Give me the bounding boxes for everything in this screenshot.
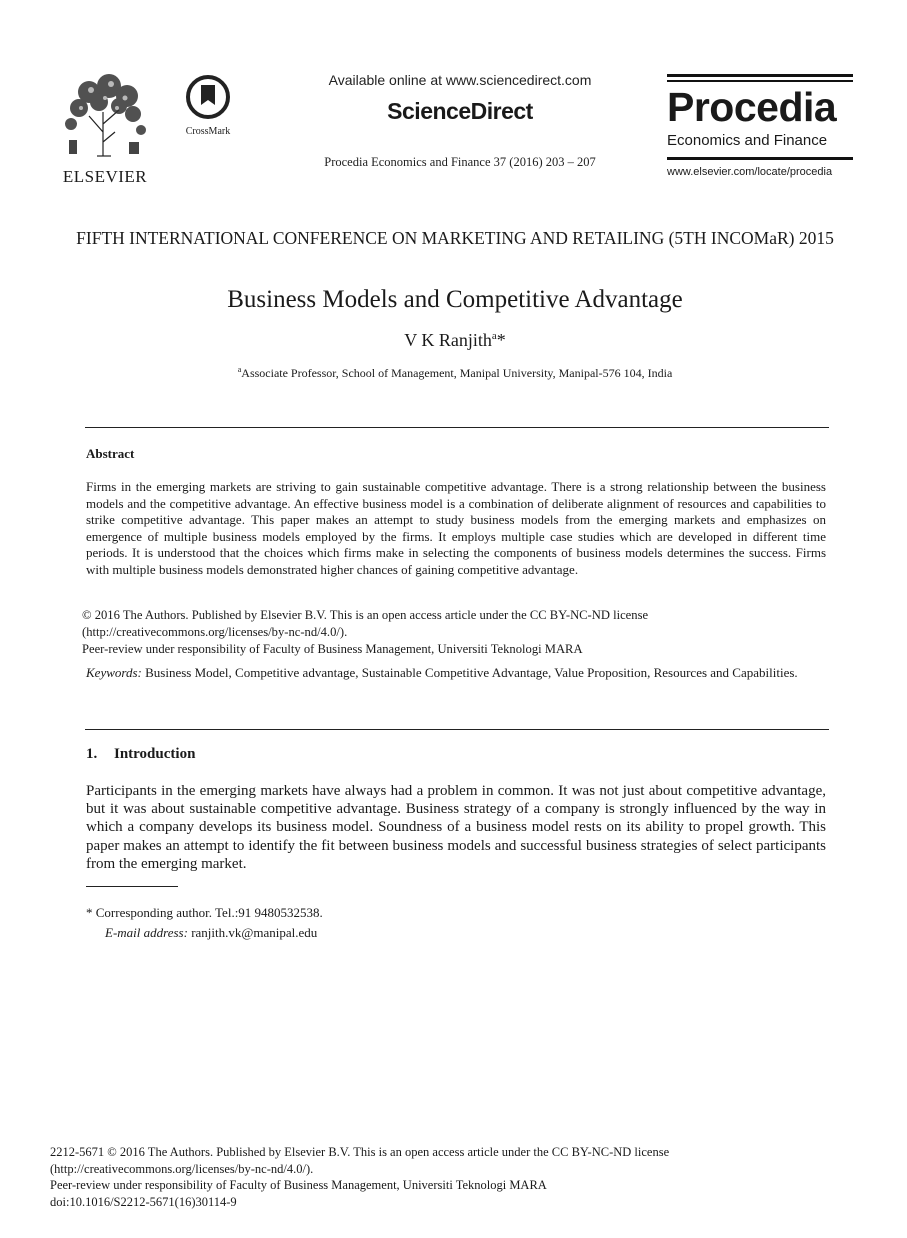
keywords-label: Keywords: <box>86 665 142 680</box>
corresponding-author-note: * Corresponding author. Tel.:91 9480532538. <box>86 905 323 920</box>
brand-rule-bottom <box>667 157 853 160</box>
elsevier-tree-icon <box>59 72 151 158</box>
procedia-subtitle: Economics and Finance <box>667 131 828 149</box>
keywords <box>86 664 826 681</box>
peer-review-line: Peer-review under responsibility of Faculty of Business Management, Universiti Teknologi MARA <box>82 641 583 656</box>
keywords-text: Business Model, Competitive advantage, Sustainable Competitive Advantage, Value Proposition, Resources and Capabilities. <box>145 665 798 680</box>
footnote-rule <box>86 886 178 887</box>
introduction-heading <box>86 746 195 763</box>
crossmark-label: CrossMark <box>185 126 231 137</box>
license-url[interactable]: (http://creativecommons.org/licenses/by-nc-nd/4.0/). <box>82 624 348 639</box>
sciencedirect-logo: ScienceDirect <box>387 98 533 124</box>
section-number: 1. <box>86 746 98 762</box>
affiliation-text: Associate Professor, School of Management, Manipal University, Manipal-576 104, India <box>241 366 673 380</box>
footer-license-url[interactable]: (http://creativecommons.org/licenses/by-nc-nd/4.0/). <box>50 1161 314 1176</box>
crossmark-badge[interactable] <box>178 75 238 137</box>
email-address[interactable]: ranjith.vk@manipal.edu <box>191 925 318 940</box>
header-center <box>240 72 680 170</box>
procedia-url[interactable]: www.elsevier.com/locate/procedia <box>667 165 833 178</box>
corresponding-marker: * <box>496 330 506 350</box>
email-note <box>105 925 317 941</box>
elsevier-logo <box>55 72 155 186</box>
abstract-heading: Abstract <box>86 446 135 461</box>
available-online-text[interactable]: Available online at www.sciencedirect.com <box>328 72 592 88</box>
license-block <box>82 607 832 657</box>
page-footer <box>50 1144 830 1210</box>
author-affil-marker: a <box>491 330 497 342</box>
brand-rule-top <box>667 74 853 77</box>
paper-title: Business Models and Competitive Advantage <box>227 286 683 313</box>
email-label: E-mail address: <box>105 925 188 940</box>
brand-rule-second <box>667 80 853 82</box>
author-name: V K Ranjith <box>404 330 492 350</box>
affiliation <box>60 365 850 381</box>
license-line: © 2016 The Authors. Published by Elsevier B.V. This is an open access article under the CC BY-NC-ND license <box>82 608 649 622</box>
conference-name: FIFTH INTERNATIONAL CONFERENCE ON MARKETING AND RETAILING (5TH INCOMaR) 2015 <box>76 228 834 248</box>
procedia-brand <box>667 74 853 178</box>
divider-top <box>85 427 829 428</box>
section-title: Introduction <box>114 746 196 762</box>
footer-peer-review: Peer-review under responsibility of Faculty of Business Management, Universiti Teknologi MARA <box>50 1178 547 1193</box>
footer-license: 2212-5671 © 2016 The Authors. Published by Elsevier B.V. This is an open access article under the CC BY-NC-ND license <box>50 1145 670 1159</box>
footer-doi[interactable]: doi:10.1016/S2212-5671(16)30114-9 <box>50 1194 237 1209</box>
journal-citation: Procedia Economics and Finance 37 (2016) 203 – 207 <box>324 155 596 169</box>
introduction-text: Participants in the emerging markets have always had a problem in common. It was not just about competitive advantage, but it was about sustainable competitive advantage. Business strategy of a company is strongly influenced by the way in which a company develops its business model. Soundness of a business model rests on its ability to propel growth. This paper makes an attempt to identify the fit between business models and successful business strategies of select participants from the emerging market. <box>86 783 826 872</box>
divider-bottom <box>85 729 829 730</box>
author-line <box>60 330 850 351</box>
abstract-text: Firms in the emerging markets are striving to gain sustainable competitive advantage. There is a strong relationship between the business models and the competitive advantage. An effective business model is a combination of deliberate alignment of resources and capabilities to strike competitive advantage. This paper makes an attempt to study business models from the emerging markets and emphasizes on emergence of multiple business models employed by the firms. It employs multiple case studies which are developed in different time periods. It is understood that the choices which firms make in selecting the components of business models determines the success. Firms with multiple business models demonstrated higher chances of gaining competitive advantage. <box>86 479 826 577</box>
crossmark-icon <box>186 75 230 119</box>
affiliation-marker: a <box>237 365 242 374</box>
procedia-name: Procedia <box>667 83 837 130</box>
publisher-wordmark: ELSEVIER <box>62 167 148 186</box>
